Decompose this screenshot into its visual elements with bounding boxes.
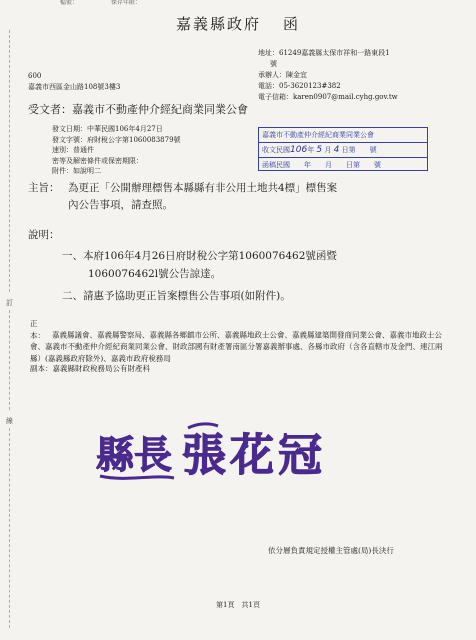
stamp-year-label: 年 bbox=[307, 146, 315, 154]
seal-name: 張花冠 bbox=[182, 430, 326, 481]
stamp-received-month: 5 bbox=[316, 145, 323, 155]
sender-address-line2: 號 bbox=[270, 60, 277, 68]
document-meta bbox=[52, 124, 181, 177]
stamp-reply-row bbox=[259, 158, 427, 171]
received-stamp bbox=[258, 127, 428, 171]
magistrate-seal bbox=[96, 420, 336, 484]
authorization-note: 依分層負責規定授權主管處(局)長決行 bbox=[268, 546, 394, 555]
stamp-received-year: 106 bbox=[290, 145, 308, 155]
description-item-2: 二、請惠予協助更正旨案標售公告事項(如附件)。 bbox=[62, 290, 291, 302]
sender-contact-block bbox=[258, 48, 398, 103]
copies-text: 嘉義縣議會、嘉義縣警察局、嘉義縣各鄉鎮市公所、嘉義縣地政士公會、嘉義縣建築開發商同業公會、嘉義市地政士公會、嘉義市不動產仲介經紀商業同業公會、財政部國有財產署南區分署嘉義辦事處、各縣市政府（含各直轄市及金門、連江兩縣）(嘉義縣政府除外)、嘉義市政府稅務局 bbox=[30, 330, 443, 363]
seal-brush-stroke-2 bbox=[188, 424, 218, 428]
sender-address-line1: 地址：61249嘉義縣太保市祥和一路東段1 bbox=[258, 49, 390, 57]
subject-line1: 為更正「公開辦理標售本縣縣有非公用土地共4標」標售案 bbox=[68, 182, 338, 194]
binding-line-mid bbox=[9, 310, 11, 410]
stamp-reply-label: 函稿民國 bbox=[262, 161, 290, 169]
binding-line-bottom bbox=[9, 428, 11, 628]
stamp-received-row bbox=[259, 143, 427, 158]
stamp-day-label: 日第 bbox=[341, 146, 356, 154]
stamp-month-label: 月 bbox=[324, 146, 332, 154]
item1-prefix: 一、 bbox=[62, 250, 83, 262]
cc-to bbox=[30, 363, 150, 374]
stamp-reply-no-label: 號 bbox=[374, 161, 381, 169]
document-number: 發文字號：府財稅公字第1060083879號 bbox=[52, 135, 181, 144]
stamp-reply-day-label: 日第 bbox=[346, 161, 360, 169]
description-item-1 bbox=[62, 247, 442, 283]
copies-to bbox=[30, 318, 450, 364]
stamp-org: 嘉義市不動產仲介經紀商業同業公會 bbox=[259, 128, 427, 143]
binding-mark-xian: 線 bbox=[6, 417, 13, 425]
stamp-no-label: 號 bbox=[369, 146, 377, 154]
cc-label: 副本： bbox=[30, 364, 53, 373]
subject-section bbox=[28, 180, 448, 214]
attachment-note: 附件：如說明二 bbox=[52, 167, 101, 175]
binding-line-top bbox=[9, 30, 11, 292]
archive-number-line: 檔號： 保存年限： bbox=[60, 0, 142, 6]
binding-mark-ding: 訂 bbox=[6, 299, 13, 307]
subject-label: 主旨： bbox=[28, 182, 60, 194]
handler: 承辦人：陳金宜 bbox=[258, 71, 307, 79]
item1-line2: 1060076462l號公告諒達。 bbox=[88, 268, 222, 280]
stamp-received-day: 4 bbox=[333, 145, 340, 155]
recipient: 受文者：嘉義市不動產仲介經紀商業同業公會 bbox=[28, 103, 248, 116]
stamp-reply-month-label: 月 bbox=[325, 161, 332, 169]
document-type: 函 bbox=[283, 15, 301, 33]
item1-line1: 本府106年4月26日府財稅公字第1060076462號函暨 bbox=[83, 250, 337, 262]
stamp-received-label: 收文民國 bbox=[262, 146, 290, 154]
stamp-reply-year-label: 年 bbox=[304, 161, 311, 169]
phone: 電話：05-3620123#382 bbox=[258, 82, 341, 90]
recipient-zip: 600 bbox=[28, 72, 42, 80]
email: 電子信箱：karen0907@mail.cyhg.gov.tw bbox=[258, 93, 398, 101]
issue-date: 發文日期：中華民國106年4月27日 bbox=[52, 125, 163, 133]
recipient-address: 嘉義市西區金山路108號3樓3 bbox=[28, 83, 121, 91]
speed-class: 速別：普通件 bbox=[52, 146, 94, 154]
subject-line2: 內公告事項，請查照。 bbox=[68, 199, 173, 211]
cc-text: 嘉義縣財政稅務局公有財產科 bbox=[52, 364, 150, 373]
copies-label: 正本： bbox=[30, 319, 45, 340]
page-number: 第1頁 共1頁 bbox=[216, 601, 260, 609]
issuing-agency: 嘉義縣政府 bbox=[175, 15, 261, 33]
document-title bbox=[0, 13, 476, 34]
secrecy-level: 密等及解密條件或保密期限： bbox=[52, 156, 143, 165]
description-label: 說明： bbox=[28, 229, 60, 241]
seal-title: 縣長 bbox=[96, 432, 173, 477]
